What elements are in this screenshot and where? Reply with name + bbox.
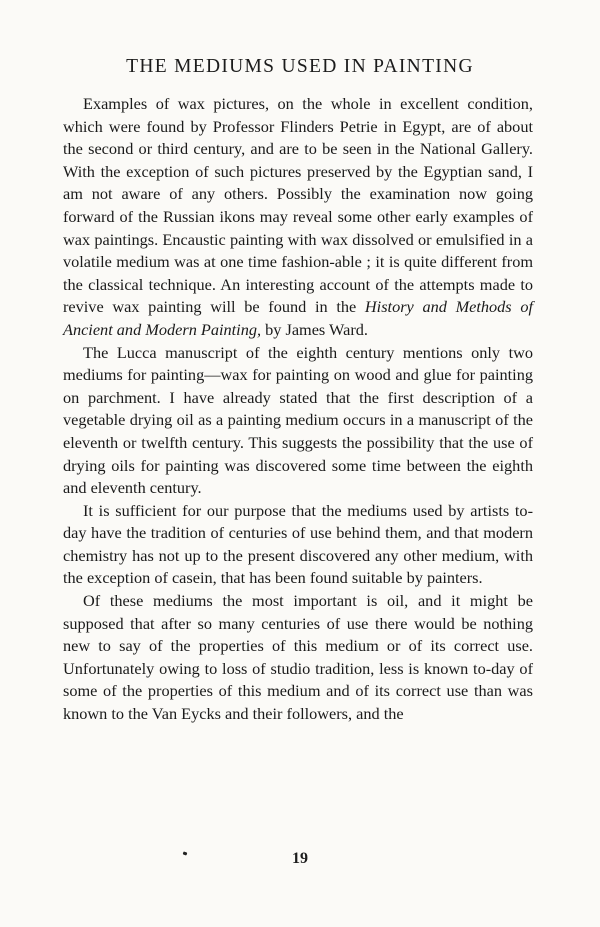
paragraph-text: by James Ward.: [261, 319, 368, 339]
running-head: THE MEDIUMS USED IN PAINTING: [126, 56, 474, 77]
paragraph-lucca-manuscript: The Lucca manuscript of the eighth century mentions only two mediums for painting—wax for painting on wood and glue for painting on parchment. I have already stated that the first description of a vegetable drying oil as a painting medium occurs in a manuscript of the eleventh or twelfth century. This suggests the possibility that the use of drying oils for painting was discovered some time between the eighth and eleventh century.: [63, 342, 533, 498]
page-number: 19: [292, 850, 308, 867]
paragraph-text: Examples of wax pictures, on the whole in excellent condition, which were found by Professor Flinders Petrie in Egypt, are of about the second or third century, and are to be seen in the National Gallery. With the exception of such pictures preserved by the Egyptian sand, I am not aware of any others. Possibly the examination now going forward of the Russian ikons may reveal some other early examples of wax paintings. Encaustic painting with wax dissolved or emulsified in a volatile medium was at one time fashion-able ; it is quite different from the classical technique. An interesting account of the attempts made to revive wax painting will be found in the: [63, 94, 533, 317]
book-title-italic: History and Methods of Ancient and Modern Painting,: [63, 297, 533, 339]
paragraph-oil-medium: Of these mediums the most important is oil, and it might be supposed that after so many centuries of use there would be nothing new to say of the properties of this medium or of its correct use. Unfortunately owing to loss of studio tradition, less is known to-day of some of the properties of this medium and of its correct use than was known to the Van Eycks and their followers, and the: [63, 591, 533, 724]
paragraph-modern-mediums: It is sufficient for our purpose that the mediums used by artists to-day have the tradition of centuries of use behind them, and that modern chemistry has not up to the present discovered any other medium, with the exception of casein, that has been found suitable by painters.: [63, 500, 533, 588]
body-text: [63, 93, 533, 726]
paragraph-wax-pictures: [63, 93, 533, 342]
